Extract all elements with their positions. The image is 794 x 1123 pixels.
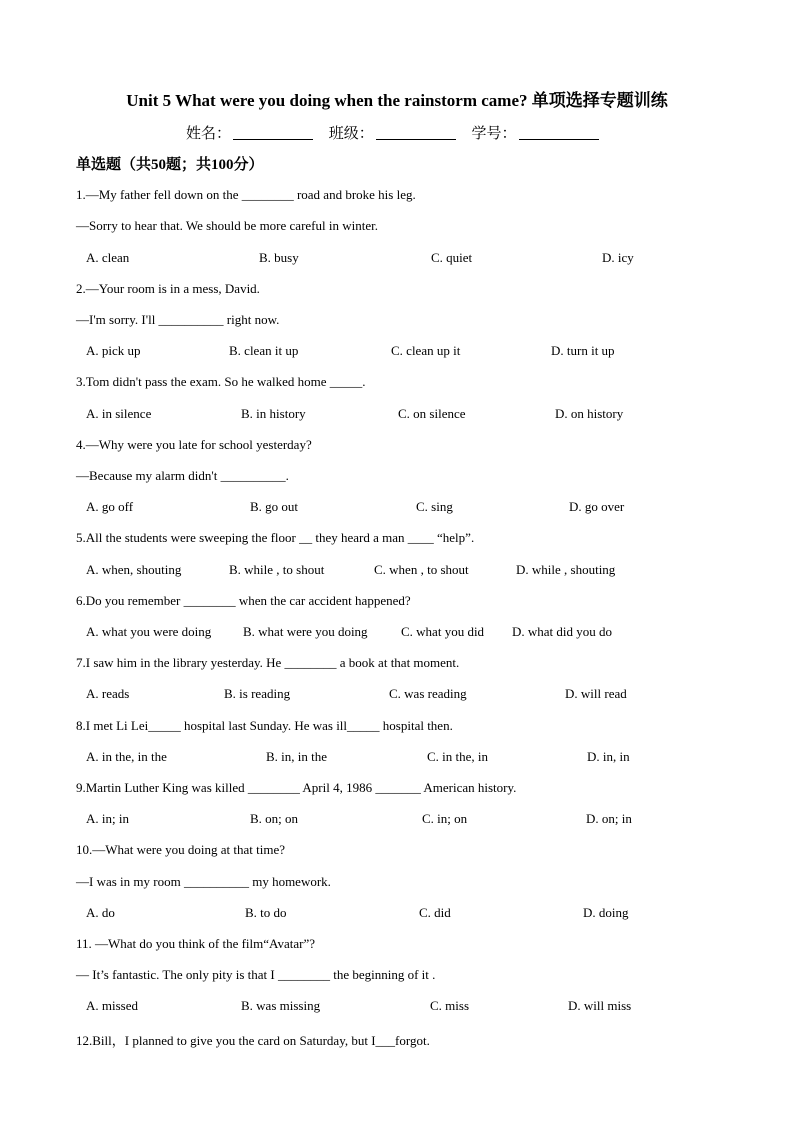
name-label: 姓名： (186, 126, 232, 142)
question-dialogue-line: —Sorry to hear that. We should be more careful in winter. (76, 218, 378, 233)
number-label: 学号： (471, 126, 517, 142)
answer-option[interactable]: B. clean it up (229, 343, 299, 358)
answer-option[interactable]: B. go out (250, 499, 299, 514)
student-info (186, 122, 611, 143)
options-row (0, 499, 794, 517)
options-row (0, 624, 794, 642)
answer-option[interactable]: B. was missing (241, 998, 321, 1013)
question-stem: 5.All the students were sweeping the floor __ they heard a man ____ “help”. (76, 530, 475, 545)
question-stem: 6.Do you remember ________ when the car accident happened? (76, 593, 411, 608)
answer-option[interactable]: C. in; on (422, 811, 468, 826)
answer-option[interactable]: B. what were you doing (243, 624, 368, 639)
answer-option[interactable]: D. while , shouting (516, 562, 616, 577)
name-blank[interactable] (233, 125, 313, 140)
answer-option[interactable]: D. on history (555, 406, 624, 421)
answer-option[interactable]: B. on; on (250, 811, 299, 826)
answer-option[interactable]: D. turn it up (551, 343, 615, 358)
options-row (0, 343, 794, 361)
answer-option[interactable]: D. doing (583, 905, 629, 920)
number-blank[interactable] (519, 125, 599, 140)
answer-option[interactable]: A. pick up (86, 343, 141, 358)
answer-option[interactable]: A. reads (86, 686, 130, 701)
answer-option[interactable]: C. quiet (431, 250, 473, 265)
question-stem: 9.Martin Luther King was killed ________ April 4, 1986 _______ American history. (76, 780, 517, 795)
answer-option[interactable]: B. is reading (224, 686, 291, 701)
question-dialogue-line: — It’s fantastic. The only pity is that I ________ the beginning of it . (76, 967, 436, 982)
answer-option[interactable]: A. when, shouting (86, 562, 182, 577)
question-stem: 8.I met Li Lei_____ hospital last Sunday. He was ill_____ hospital then. (76, 718, 453, 733)
answer-option[interactable]: B. to do (245, 905, 287, 920)
question-dialogue-line: —I'm sorry. I'll __________ right now. (76, 312, 280, 327)
options-row (0, 905, 794, 923)
answer-option[interactable]: D. will miss (568, 998, 632, 1013)
answer-option[interactable]: B. while , to shout (229, 562, 325, 577)
question-stem: 1.—My father fell down on the ________ road and broke his leg. (76, 187, 416, 202)
answer-option[interactable]: C. when , to shout (374, 562, 469, 577)
question-stem: 7.I saw him in the library yesterday. He ________ a book at that moment. (76, 655, 460, 670)
answer-option[interactable]: A. in silence (86, 406, 152, 421)
options-row (0, 250, 794, 268)
class-label: 班级： (328, 126, 374, 142)
question-stem: 3.Tom didn't pass the exam. So he walked home _____. (76, 374, 366, 389)
options-row (0, 562, 794, 580)
answer-option[interactable]: A. in; in (86, 811, 129, 826)
answer-option[interactable]: B. in, in the (266, 749, 328, 764)
answer-option[interactable]: C. sing (416, 499, 453, 514)
class-blank[interactable] (376, 125, 456, 140)
answer-option[interactable]: C. in the, in (427, 749, 489, 764)
answer-option[interactable]: A. missed (86, 998, 138, 1013)
answer-option[interactable]: D. what did you do (512, 624, 613, 639)
answer-option[interactable]: C. clean up it (391, 343, 461, 358)
answer-option[interactable]: D. will read (565, 686, 627, 701)
question-stem: 11. —What do you think of the film“Avatar”? (76, 936, 315, 951)
answer-option[interactable]: B. busy (259, 250, 299, 265)
answer-option[interactable]: C. did (419, 905, 451, 920)
options-row (0, 749, 794, 767)
options-row (0, 686, 794, 704)
answer-option[interactable]: A. in the, in the (86, 749, 167, 764)
question-stem: 4.—Why were you late for school yesterday? (76, 437, 312, 452)
question-stem: 2.—Your room is in a mess, David. (76, 281, 260, 296)
answer-option[interactable]: D. on; in (586, 811, 632, 826)
answer-option[interactable]: A. clean (86, 250, 130, 265)
section-title: 单选题（共50题；共100分） (76, 157, 264, 173)
options-row (0, 998, 794, 1016)
question-dialogue-line: —I was in my room __________ my homework. (76, 874, 331, 889)
options-row (0, 406, 794, 424)
answer-option[interactable]: A. what you were doing (86, 624, 212, 639)
options-row (0, 811, 794, 829)
answer-option[interactable]: A. do (86, 905, 115, 920)
answer-option[interactable]: C. was reading (389, 686, 467, 701)
answer-option[interactable]: C. what you did (401, 624, 485, 639)
answer-option[interactable]: A. go off (86, 499, 134, 514)
question-stem: 10.—What were you doing at that time? (76, 842, 286, 857)
answer-option[interactable]: D. in, in (587, 749, 630, 764)
question-stem: 12.Bill，I planned to give you the card on Saturday, but I___forgot. (76, 1033, 430, 1048)
question-dialogue-line: —Because my alarm didn't __________. (76, 468, 289, 483)
answer-option[interactable]: C. on silence (398, 406, 466, 421)
answer-option[interactable]: D. go over (569, 499, 625, 514)
answer-option[interactable]: B. in history (241, 406, 306, 421)
answer-option[interactable]: D. icy (602, 250, 634, 265)
answer-option[interactable]: C. miss (430, 998, 470, 1013)
page-title: Unit 5 What were you doing when the rainstorm came? 单项选择专题训练 (126, 91, 668, 110)
